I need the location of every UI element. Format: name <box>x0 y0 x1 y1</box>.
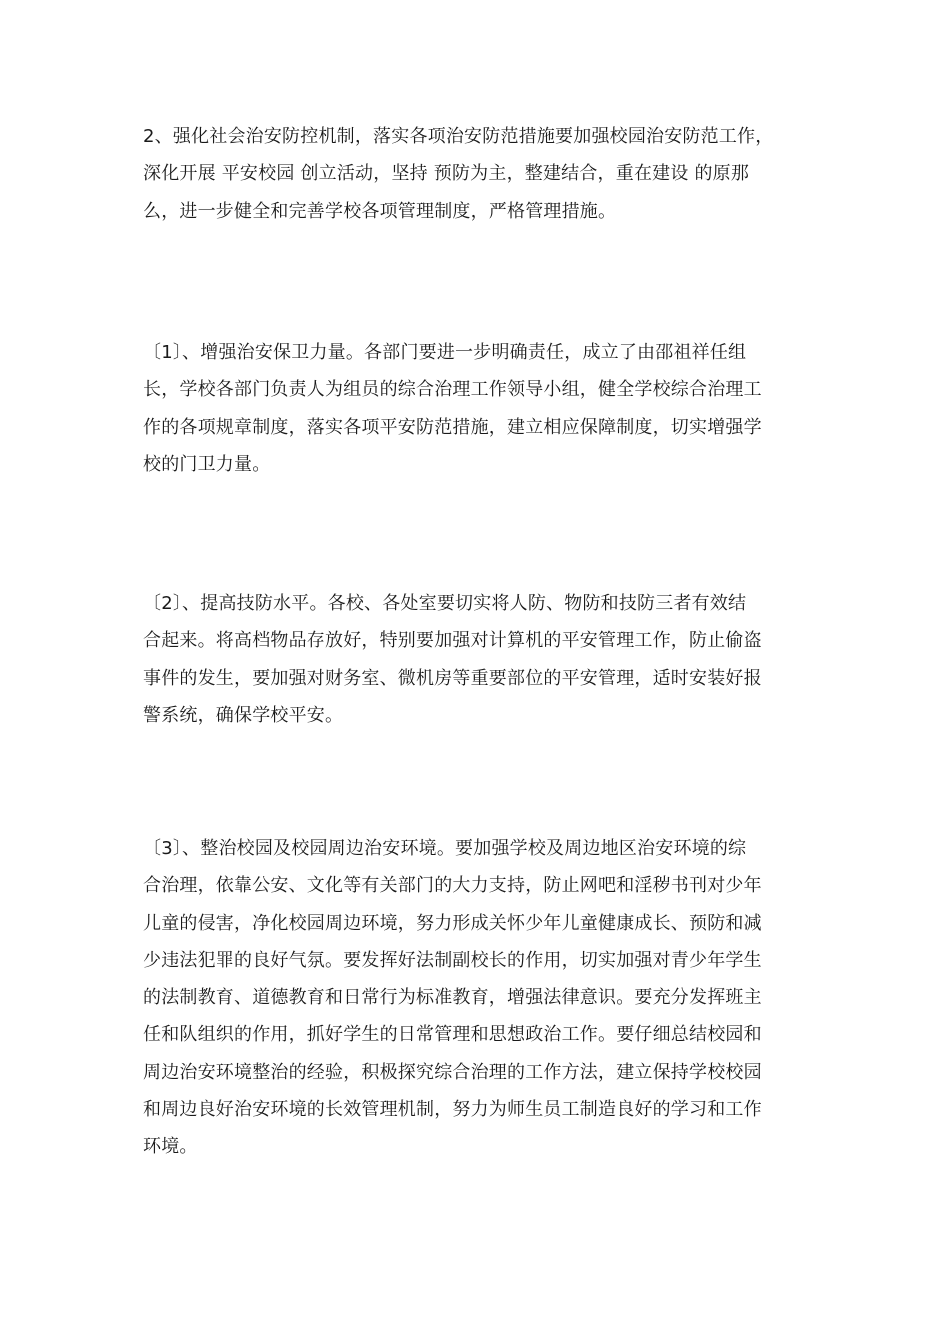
text-line: 深化开展 平安校园 创立活动，坚持 预防为主，整建结合，重在建设 的原那 <box>143 163 750 185</box>
paragraph-technical-defense <box>143 585 813 734</box>
paragraph-security-force <box>143 334 813 483</box>
text-line: 环境。 <box>143 1136 198 1158</box>
text-line: 警系统，确保学校平安。 <box>143 704 344 726</box>
text-line: 〔3〕、整治校园及校园周边治安环境。要加强学校及周边地区治安环境的综 <box>143 838 747 859</box>
text-line: 的法制教育、道德教育和日常行为标准教育，增强法律意识。要充分发挥班主 <box>143 987 762 1009</box>
text-line: 作的各项规章制度，落实各项平安防范措施，建立相应保障制度，切实增强学 <box>143 416 762 438</box>
text-line: 合起来。将高档物品存放好，特别要加强对计算机的平安管理工作，防止偷盗 <box>143 630 762 652</box>
text-line: 2、强化社会治安防控机制，落实各项治安防范措施要加强校园治安防范工作， <box>143 126 774 147</box>
text-line: 周边治安环境整治的经验，积极探究综合治理的工作方法，建立保持学校校园 <box>143 1061 762 1083</box>
text-line: 长，学校各部门负责人为组员的综合治理工作领导小组，健全学校综合治理工 <box>143 379 762 401</box>
text-line: 〔1〕、增强治安保卫力量。各部门要进一步明确责任，成立了由邵祖祥任组 <box>143 342 747 363</box>
text-line: 任和队组织的作用，抓好学生的日常管理和思想政治工作。要仔细总结校园和 <box>143 1024 762 1046</box>
text-line: 和周边良好治安环境的长效管理机制，努力为师生员工制造良好的学习和工作 <box>143 1099 762 1121</box>
paragraph-campus-environment <box>143 830 813 1166</box>
paragraph-social-security-mechanism <box>143 118 813 230</box>
text-line: 么，进一步健全和完善学校各项管理制度，严格管理措施。 <box>143 200 617 222</box>
text-line: 事件的发生，要加强对财务室、微机房等重要部位的平安管理，适时安装好报 <box>143 667 762 689</box>
text-line: 儿童的侵害，净化校园周边环境，努力形成关怀少年儿童健康成长、预防和减 <box>143 912 762 934</box>
text-line: 少违法犯罪的良好气氛。要发挥好法制副校长的作用，切实加强对青少年学生 <box>143 949 762 971</box>
text-line: 〔2〕、提高技防水平。各校、各处室要切实将人防、物防和技防三者有效结 <box>143 593 747 614</box>
text-line: 合治理，依靠公安、文化等有关部门的大力支持，防止网吧和淫秽书刊对少年 <box>143 875 762 897</box>
text-line: 校的门卫力量。 <box>143 453 271 475</box>
